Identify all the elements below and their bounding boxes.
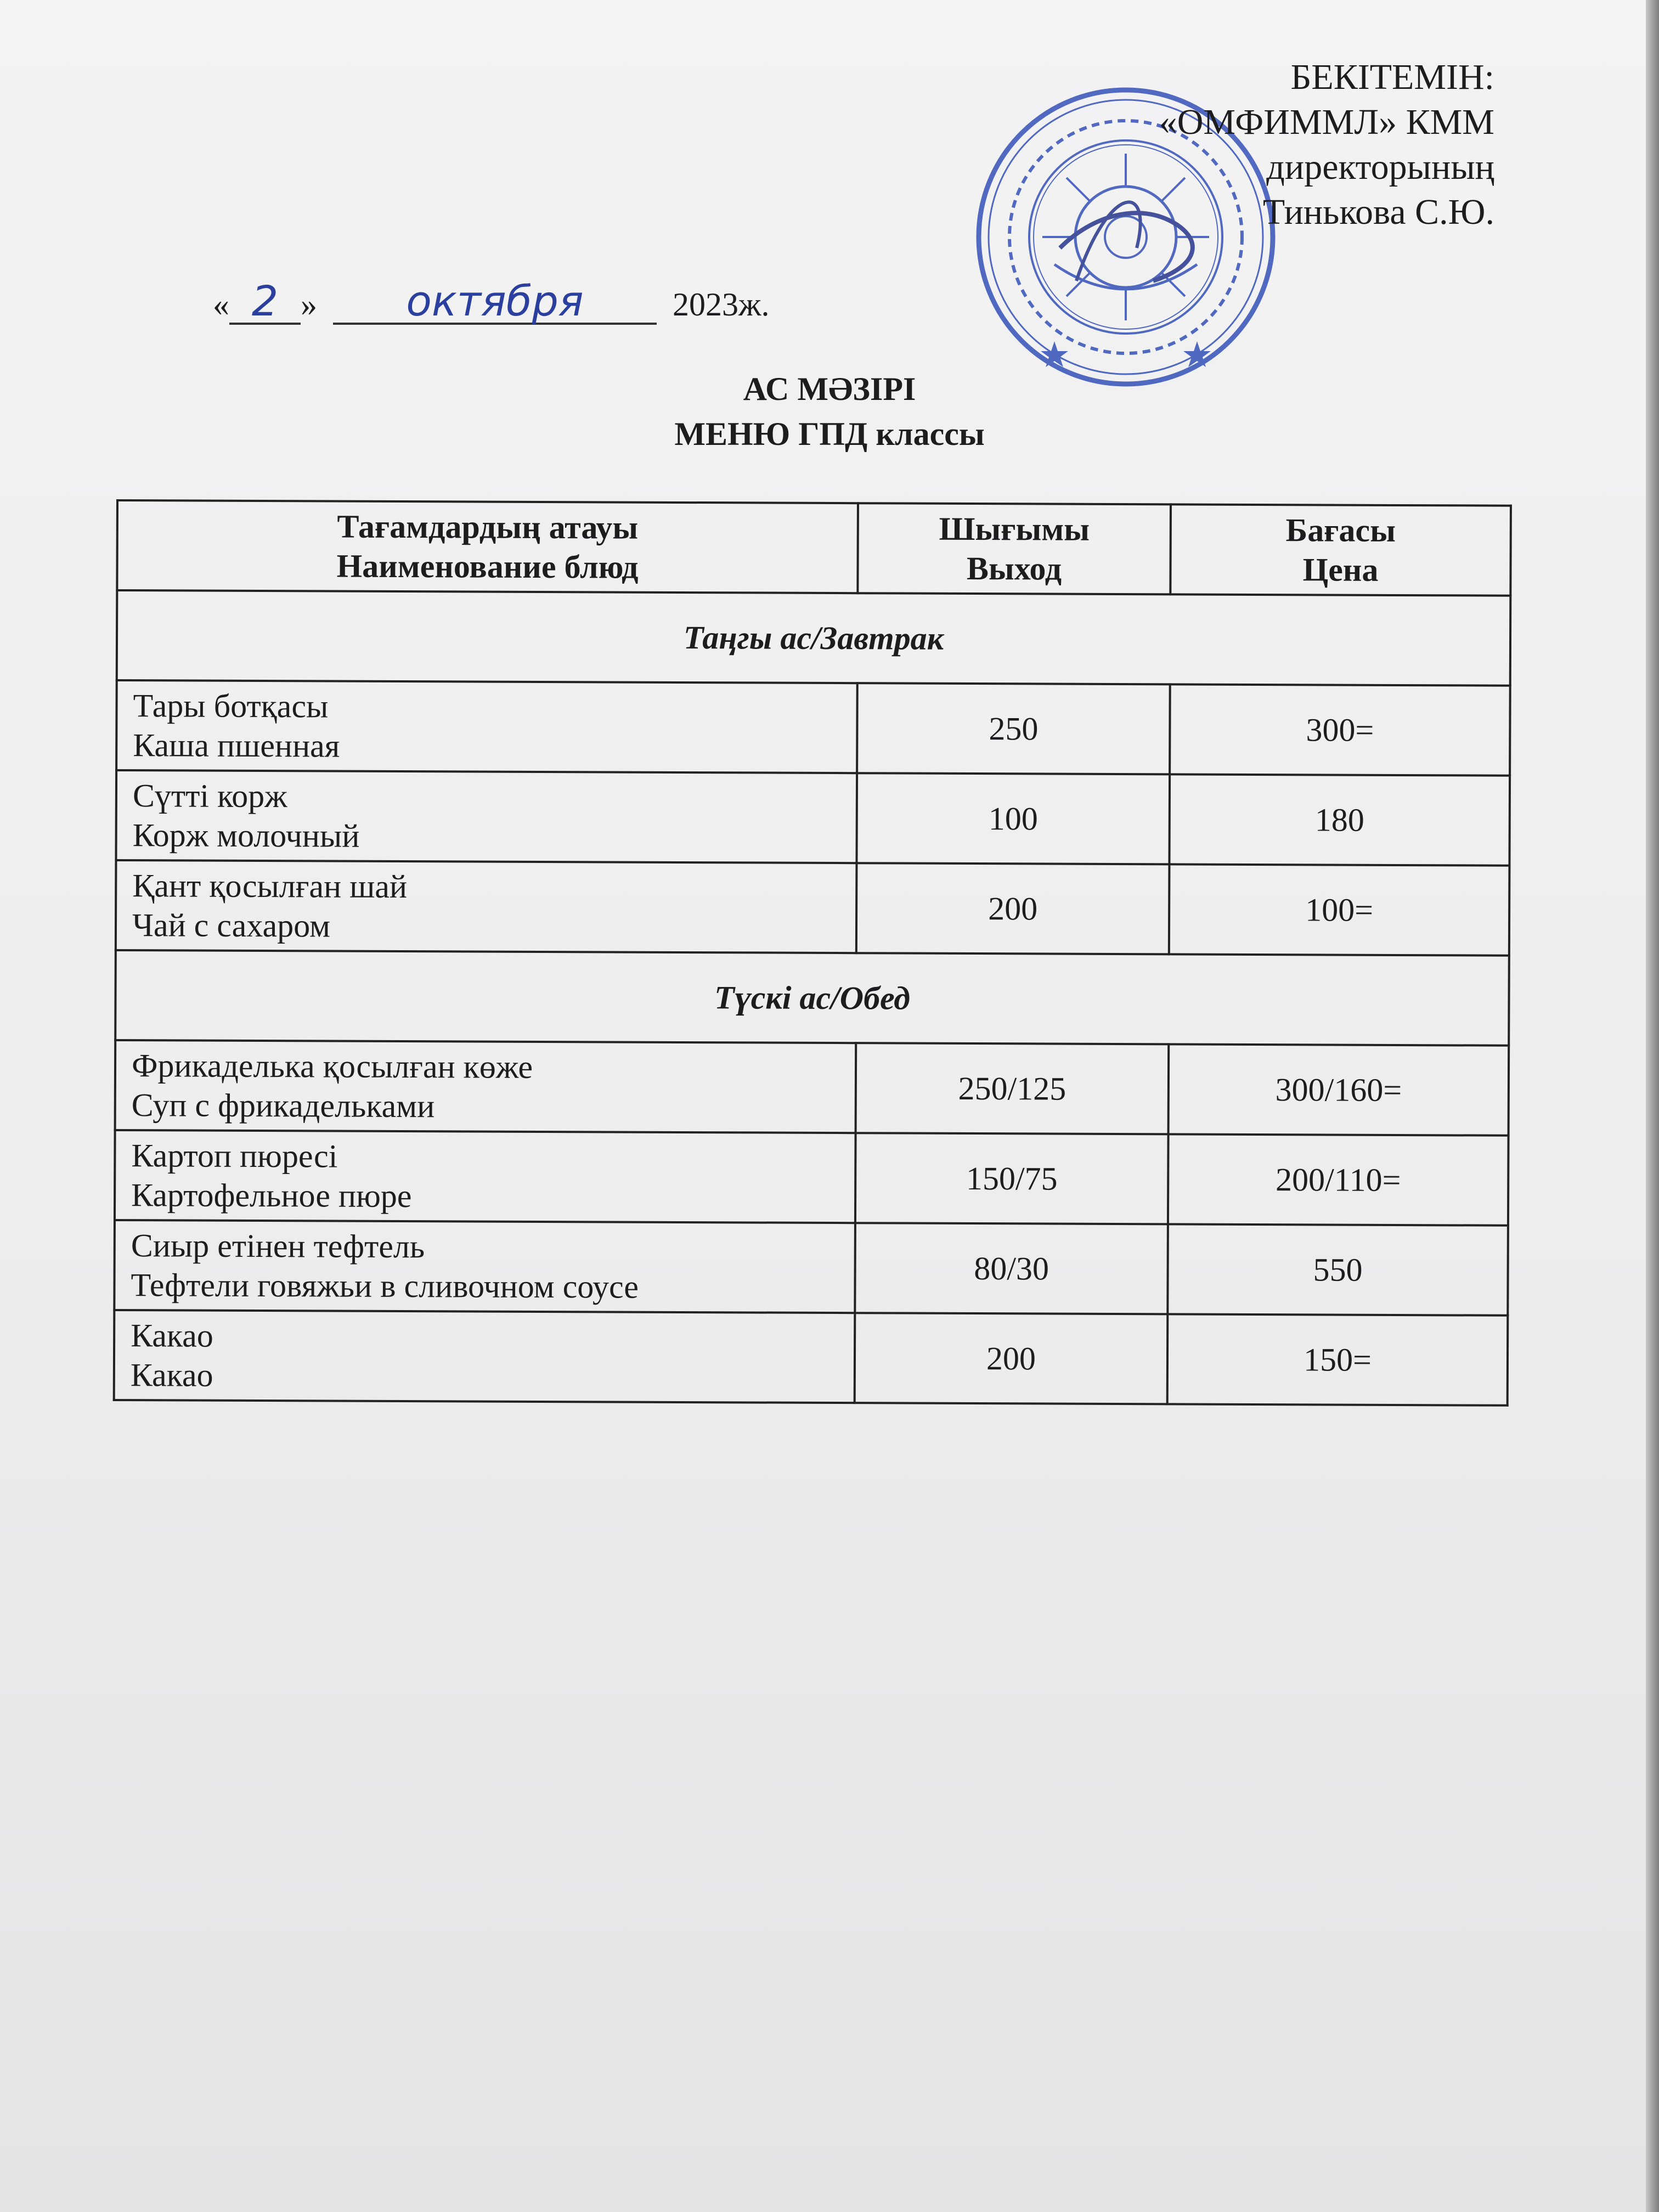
- dish-name-cell: [116, 680, 857, 773]
- dish-name-kz: Тары ботқасы: [133, 687, 329, 725]
- header-yield-kz: Шығымы: [939, 510, 1090, 548]
- approval-position: директорының: [1266, 147, 1494, 187]
- document-title: [0, 366, 1659, 456]
- table-row: [116, 770, 1510, 866]
- section-row-breakfast: [117, 590, 1511, 686]
- date-open-quote: «: [213, 286, 229, 323]
- approval-director-name: Тинькова С.Ю.: [1262, 192, 1494, 232]
- table-row: [114, 1220, 1508, 1316]
- dish-name-ru: Какао: [130, 1357, 213, 1393]
- dish-name-ru: Корж молочный: [132, 817, 360, 854]
- header-dish-name-kz: Тағамдардың атауы: [337, 508, 639, 546]
- price-cell: 300/160=: [1169, 1044, 1509, 1135]
- yield-cell: 250: [857, 683, 1170, 774]
- price-cell: 180: [1169, 774, 1510, 865]
- header-price-kz: Бағасы: [1285, 512, 1396, 549]
- section-title: Түскі ас/Обед: [115, 950, 1509, 1046]
- header-price-ru: Цена: [1302, 551, 1379, 588]
- dish-name-cell: [115, 1040, 856, 1133]
- yield-cell: 200: [855, 1313, 1168, 1404]
- yield-cell: 200: [856, 863, 1170, 954]
- yield-cell: 250/125: [856, 1043, 1169, 1134]
- dish-name-cell: [115, 1130, 856, 1223]
- document-date: [213, 276, 770, 325]
- dish-name-ru: Каша пшенная: [133, 727, 340, 764]
- dish-name-ru: Картофельное пюре: [131, 1177, 412, 1215]
- dish-name-kz: Какао: [131, 1317, 214, 1354]
- dish-name-ru: Тефтели говяжьи в сливочном соусе: [131, 1267, 639, 1305]
- section-row-lunch: [115, 950, 1509, 1046]
- table-row: [116, 680, 1510, 776]
- price-cell: 300=: [1170, 684, 1510, 775]
- header-dish-name-ru: Наименование блюд: [336, 548, 639, 585]
- paper-edge: [1646, 0, 1659, 2212]
- table-row: [115, 1130, 1509, 1226]
- dish-name-kz: Қант қосылған шай: [132, 867, 408, 905]
- header-yield-ru: Выход: [966, 550, 1062, 587]
- dish-name-kz: Фрикаделька қосылған көже: [131, 1047, 533, 1085]
- table-row: [114, 1310, 1508, 1406]
- approval-block: [1159, 55, 1494, 235]
- yield-cell: 80/30: [855, 1223, 1168, 1314]
- approval-organization: «ОМФИММЛ» КММ: [1159, 102, 1494, 142]
- approval-heading: БЕКІТЕМІН:: [1290, 57, 1494, 97]
- dish-name-cell: [114, 1220, 855, 1313]
- dish-name-cell: [114, 1310, 855, 1403]
- price-cell: 100=: [1169, 864, 1510, 955]
- section-title: Таңгы ас/Завтрак: [117, 590, 1511, 686]
- date-month-handwritten: октября: [333, 280, 657, 325]
- table-header-row: [117, 500, 1511, 596]
- header-yield: [857, 503, 1171, 594]
- date-year: 2023ж.: [673, 286, 770, 323]
- price-cell: 550: [1167, 1224, 1508, 1315]
- dish-name-cell: [116, 770, 857, 863]
- table-row: [116, 860, 1510, 956]
- dish-name-kz: Сиыр етінен тефтель: [131, 1227, 425, 1265]
- date-close-quote: »: [301, 286, 317, 323]
- dish-name-kz: Картоп пюресі: [131, 1137, 338, 1175]
- dish-name-ru: Суп с фрикадельками: [131, 1087, 435, 1125]
- title-kazakh: АС МӘЗІРІ: [743, 371, 916, 407]
- header-price: [1170, 504, 1511, 595]
- date-day-handwritten: 2: [229, 280, 301, 325]
- dish-name-cell: [116, 860, 857, 953]
- dish-name-kz: Сүтті корж: [132, 777, 287, 815]
- header-dish-name: [117, 500, 858, 593]
- table-row: [115, 1040, 1509, 1136]
- yield-cell: 150/75: [855, 1133, 1169, 1224]
- menu-table: [113, 499, 1512, 1407]
- dish-name-ru: Чай с сахаром: [132, 907, 331, 944]
- price-cell: 200/110=: [1168, 1134, 1509, 1225]
- price-cell: 150=: [1167, 1314, 1508, 1405]
- title-russian: МЕНЮ ГПД классы: [674, 416, 985, 452]
- yield-cell: 100: [856, 773, 1170, 864]
